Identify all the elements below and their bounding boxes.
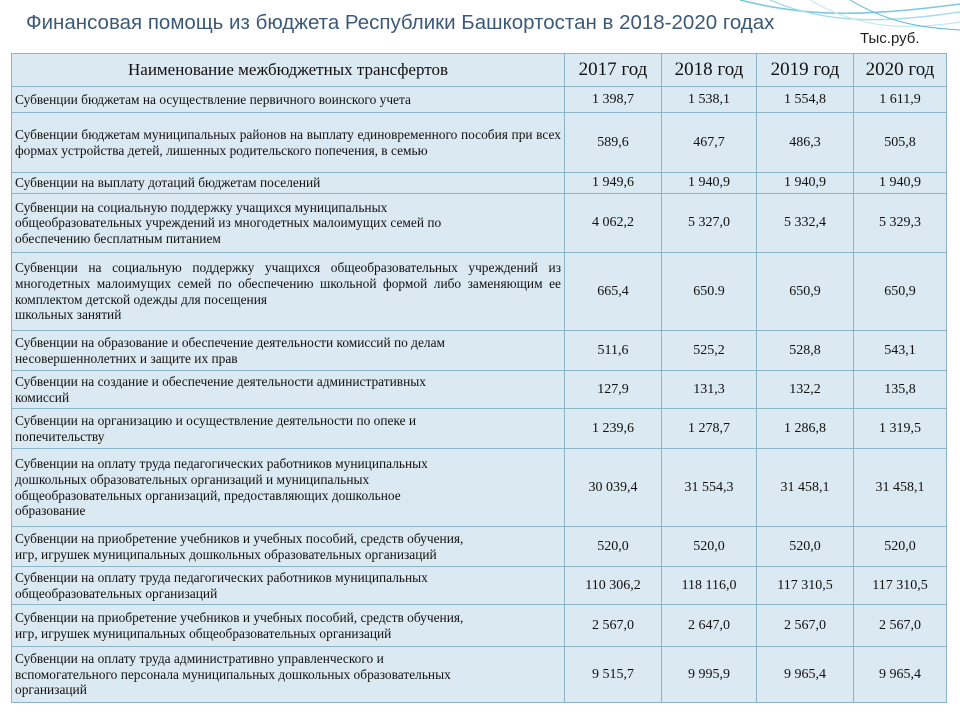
value-2020: 650,9 <box>854 253 947 331</box>
row-name: Субвенции бюджетам на осуществление первичного воинского учета <box>12 87 565 113</box>
value-2020: 1 940,9 <box>854 173 947 194</box>
value-2017: 2 567,0 <box>565 605 662 647</box>
value-2017: 4 062,2 <box>565 194 662 253</box>
value-2018: 5 327,0 <box>662 194 757 253</box>
row-name: Субвенции на оплату труда педагогических работников муниципальных общеобразовательных организаций <box>12 567 565 605</box>
row-name: Субвенции на приобретение учебников и учебных пособий, средств обучения, игр, игрушек муниципальных общеобразовательных организаций <box>12 605 565 647</box>
table-row <box>12 449 947 527</box>
value-2018: 520,0 <box>662 527 757 567</box>
value-2018: 31 554,3 <box>662 449 757 527</box>
row-name: Субвенции бюджетам муниципальных районов на выплату единовременного пособия при всех формах устройства детей, лишенных родительского попечения, в семью <box>12 113 565 173</box>
value-2019: 117 310,5 <box>757 567 854 605</box>
row-name: Субвенции на выплату дотаций бюджетам поселений <box>12 173 565 194</box>
value-2018: 9 995,9 <box>662 647 757 703</box>
value-2019: 5 332,4 <box>757 194 854 253</box>
table-row <box>12 173 947 194</box>
table-row <box>12 647 947 703</box>
header-2018: 2018 год <box>662 54 757 87</box>
value-2018: 118 116,0 <box>662 567 757 605</box>
header-name: Наименование межбюджетных трансфертов <box>12 54 565 87</box>
value-2020: 2 567,0 <box>854 605 947 647</box>
value-2020: 5 329,3 <box>854 194 947 253</box>
value-2019: 31 458,1 <box>757 449 854 527</box>
page-title: Финансовая помощь из бюджета Республики Башкортостан в 2018-2020 годах <box>26 11 775 34</box>
row-name: Субвенции на организацию и осуществление деятельности по опеке и попечительству <box>12 409 565 449</box>
transfers-table <box>11 53 947 703</box>
value-2019: 528,8 <box>757 331 854 371</box>
value-2020: 505,8 <box>854 113 947 173</box>
table-row <box>12 253 947 331</box>
row-name: Субвенции на приобретение учебников и учебных пособий, средств обучения, игр, игрушек муниципальных дошкольных образовательных организаций <box>12 527 565 567</box>
value-2017: 520,0 <box>565 527 662 567</box>
value-2019: 1 940,9 <box>757 173 854 194</box>
table-row <box>12 567 947 605</box>
table-row <box>12 87 947 113</box>
value-2017: 1 949,6 <box>565 173 662 194</box>
row-name: Субвенции на создание и обеспечение деятельности административных комиссий <box>12 371 565 409</box>
table-header-row <box>12 54 947 87</box>
header-2017: 2017 год <box>565 54 662 87</box>
value-2019: 520,0 <box>757 527 854 567</box>
value-2020: 520,0 <box>854 527 947 567</box>
value-2020: 135,8 <box>854 371 947 409</box>
table-row <box>12 527 947 567</box>
value-2017: 9 515,7 <box>565 647 662 703</box>
row-name: Субвенции на оплату труда педагогических работников муниципальных дошкольных образовательных организаций и муниципальных общеобразовательных организаций, предоставляющих дошкольное образование <box>12 449 565 527</box>
value-2018: 1 538,1 <box>662 87 757 113</box>
value-2018: 650.9 <box>662 253 757 331</box>
value-2018: 1 278,7 <box>662 409 757 449</box>
value-2020: 117 310,5 <box>854 567 947 605</box>
value-2018: 2 647,0 <box>662 605 757 647</box>
row-name: Субвенции на оплату труда административно управленческого и вспомогательного персонала муниципальных дошкольных образовательных организаций <box>12 647 565 703</box>
value-2017: 665,4 <box>565 253 662 331</box>
value-2020: 31 458,1 <box>854 449 947 527</box>
value-2019: 650,9 <box>757 253 854 331</box>
value-2017: 1 239,6 <box>565 409 662 449</box>
value-2019: 1 554,8 <box>757 87 854 113</box>
table-row <box>12 331 947 371</box>
value-2020: 543,1 <box>854 331 947 371</box>
value-2017: 127,9 <box>565 371 662 409</box>
value-2020: 9 965,4 <box>854 647 947 703</box>
header-2020: 2020 год <box>854 54 947 87</box>
table-row <box>12 409 947 449</box>
unit-label: Тыс.руб. <box>860 30 920 47</box>
value-2019: 9 965,4 <box>757 647 854 703</box>
value-2019: 2 567,0 <box>757 605 854 647</box>
row-name: Субвенции на социальную поддержку учащихся общеобразовательных учреждений из многодетных малоимущих семей по обеспечению школьной формой либо заменяющим ее комплектом детской одежды для посещения школьных занятий <box>12 253 565 331</box>
value-2017: 110 306,2 <box>565 567 662 605</box>
value-2017: 30 039,4 <box>565 449 662 527</box>
table-row <box>12 194 947 253</box>
value-2019: 486,3 <box>757 113 854 173</box>
value-2019: 1 286,8 <box>757 409 854 449</box>
value-2017: 1 398,7 <box>565 87 662 113</box>
value-2018: 131,3 <box>662 371 757 409</box>
value-2018: 467,7 <box>662 113 757 173</box>
header-2019: 2019 год <box>757 54 854 87</box>
table-row <box>12 113 947 173</box>
value-2018: 525,2 <box>662 331 757 371</box>
row-name: Субвенции на социальную поддержку учащихся муниципальных общеобразовательных учреждений из многодетных малоимущих семей по обеспечению бесплатным питанием <box>12 194 565 253</box>
value-2019: 132,2 <box>757 371 854 409</box>
value-2020: 1 611,9 <box>854 87 947 113</box>
value-2017: 589,6 <box>565 113 662 173</box>
value-2017: 511,6 <box>565 331 662 371</box>
table-row <box>12 605 947 647</box>
value-2018: 1 940,9 <box>662 173 757 194</box>
row-name: Субвенции на образование и обеспечение деятельности комиссий по делам несовершеннолетних и защите их прав <box>12 331 565 371</box>
value-2020: 1 319,5 <box>854 409 947 449</box>
table-row <box>12 371 947 409</box>
